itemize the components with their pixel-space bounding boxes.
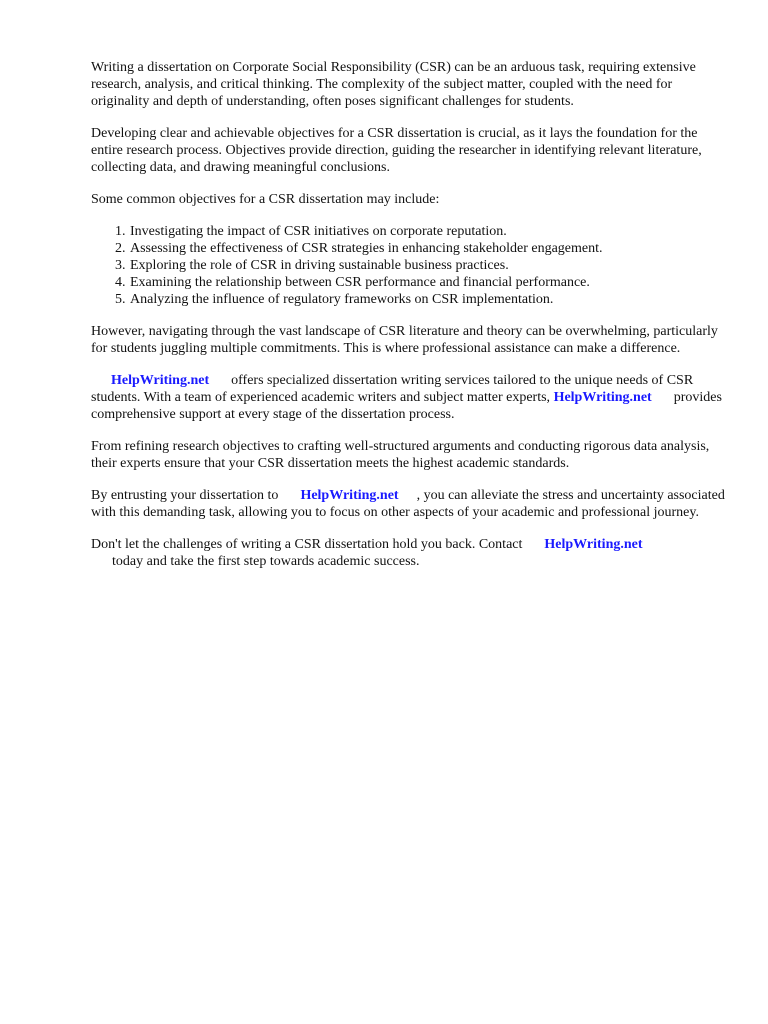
helpwriting-link[interactable]: HelpWriting.net bbox=[553, 390, 652, 405]
objectives-lead-paragraph: Some common objectives for a CSR dissertation may include: bbox=[91, 192, 440, 207]
list-item: 4. Examining the relationship between CSR performance and financial performance. bbox=[129, 274, 728, 291]
helpwriting-link[interactable]: HelpWriting.net bbox=[300, 488, 399, 503]
helpwriting-link[interactable]: HelpWriting.net bbox=[111, 373, 210, 388]
intro-paragraph: Writing a dissertation on Corporate Social Responsibility (CSR) can be an arduous task, requiring extensive research, analysis, and critical thinking. The complexity of the subject matter, coupled with the need for originality and depth of understanding, often poses significant challenges for students. bbox=[91, 60, 696, 109]
contact-text-part1: Don't let the challenges of writing a CSR dissertation hold you back. Contact bbox=[91, 537, 523, 552]
list-item: 2. Assessing the effectiveness of CSR strategies in enhancing stakeholder engagement. bbox=[129, 240, 728, 257]
service-text-part2: provides comprehensive support at every stage of the dissertation process. bbox=[91, 390, 722, 422]
entrust-text-part1: By entrusting your dissertation to bbox=[91, 488, 279, 503]
standards-paragraph: From refining research objectives to crafting well-structured arguments and conducting rigorous data analysis, their experts ensure that your CSR dissertation meets the highest academic standards. bbox=[91, 439, 710, 471]
helpwriting-link[interactable]: HelpWriting.net bbox=[544, 537, 643, 552]
objectives-importance-paragraph: Developing clear and achievable objectives for a CSR dissertation is crucial, as it lays the foundation for the entire research process. Objectives provide direction, guiding the researcher in identifying relevant literature, collecting data, and drawing meaningful conclusions. bbox=[91, 126, 702, 175]
list-item: 5. Analyzing the influence of regulatory frameworks on CSR implementation. bbox=[129, 291, 728, 308]
entrust-text-part2: , you can alleviate the stress and uncertainty associated with this demanding task, allowing you to focus on other aspects of your academic and professional journey. bbox=[91, 488, 725, 520]
challenges-paragraph: However, navigating through the vast landscape of CSR literature and theory can be overwhelming, particularly for students juggling multiple commitments. This is where professional assistance can make a difference. bbox=[91, 324, 718, 356]
service-text-part1: offers specialized dissertation writing services tailored to the unique needs of CSR students. With a team of experienced academic writers and subject matter experts, bbox=[91, 373, 694, 405]
service-paragraph bbox=[91, 372, 728, 423]
contact-paragraph bbox=[91, 536, 728, 570]
objectives-list bbox=[91, 223, 728, 308]
list-item: 1. Investigating the impact of CSR initiatives on corporate reputation. bbox=[129, 223, 728, 240]
list-item: 3. Exploring the role of CSR in driving sustainable business practices. bbox=[129, 257, 728, 274]
contact-text-part2: today and take the first step towards academic success. bbox=[112, 554, 420, 569]
entrust-paragraph bbox=[91, 487, 728, 521]
